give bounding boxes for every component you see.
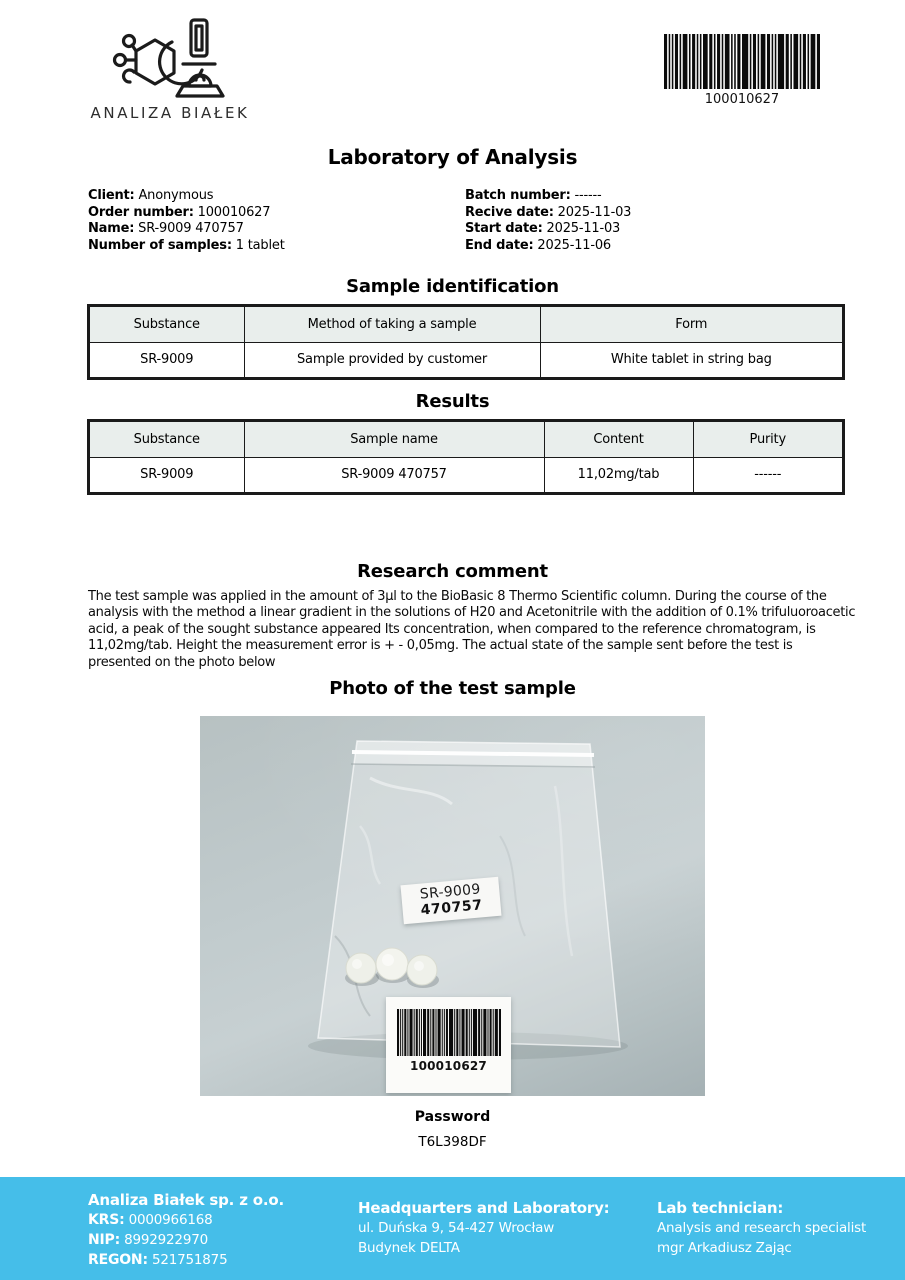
bag-label-code: 470757 bbox=[420, 897, 484, 919]
headquarters-title: Headquarters and Laboratory: bbox=[358, 1199, 610, 1217]
info-value: 1 tablet bbox=[235, 237, 285, 253]
results-heading: Results bbox=[415, 391, 490, 412]
table-cell: 11,02mg/tab bbox=[544, 457, 693, 493]
column-header: Sample name bbox=[244, 421, 544, 457]
results-table bbox=[88, 420, 844, 494]
company-nip-label: NIP: bbox=[88, 1232, 120, 1248]
logo-text: ANALIZA BIAŁEK bbox=[90, 104, 250, 122]
info-row bbox=[465, 221, 631, 238]
research-comment-heading: Research comment bbox=[357, 561, 548, 582]
table-cell: ------ bbox=[693, 457, 843, 493]
footer-technician-block bbox=[657, 1190, 897, 1280]
company-krs bbox=[88, 1210, 358, 1230]
order-info-left bbox=[88, 188, 465, 254]
sample-identification-heading: Sample identification bbox=[346, 276, 559, 297]
column-header: Content bbox=[544, 421, 693, 457]
page-title: Laboratory of Analysis bbox=[327, 145, 578, 169]
column-header: Form bbox=[540, 306, 843, 342]
company-nip bbox=[88, 1230, 358, 1250]
info-label: Name: bbox=[88, 221, 135, 237]
info-value: Anonymous bbox=[138, 188, 214, 203]
logo bbox=[85, 16, 255, 122]
technician-title: Lab technician: bbox=[657, 1199, 784, 1217]
order-barcode-number: 100010627 bbox=[704, 92, 780, 107]
info-label: Client: bbox=[88, 188, 135, 203]
photo-barcode-label bbox=[386, 997, 511, 1093]
bag-label-substance: SR-9009 bbox=[419, 881, 482, 903]
column-header: Substance bbox=[89, 306, 244, 342]
column-header: Substance bbox=[89, 421, 244, 457]
barcode-icon bbox=[664, 34, 820, 89]
headquarters-address: ul. Duńska 9, 54-427 Wrocław bbox=[358, 1220, 555, 1236]
info-value: 2025-11-03 bbox=[546, 221, 621, 237]
headquarters-building: Budynek DELTA bbox=[358, 1240, 460, 1256]
photo-barcode-number: 100010627 bbox=[410, 1059, 487, 1073]
info-row bbox=[88, 205, 465, 222]
table-cell: SR-9009 bbox=[89, 457, 244, 493]
password-value: T6L398DF bbox=[418, 1134, 487, 1150]
technician-role: Analysis and research specialist bbox=[657, 1220, 867, 1236]
company-regon bbox=[88, 1250, 358, 1270]
technician-name: mgr Arkadiusz Zając bbox=[657, 1240, 792, 1256]
table-cell: White tablet in string bag bbox=[540, 342, 843, 378]
sample-photo bbox=[200, 716, 705, 1096]
company-regon-label: REGON: bbox=[88, 1252, 148, 1268]
column-header: Method of taking a sample bbox=[244, 306, 540, 342]
photo-heading: Photo of the test sample bbox=[329, 678, 576, 699]
company-regon-value: 521751875 bbox=[151, 1252, 228, 1268]
sample-identification-table bbox=[88, 305, 844, 379]
info-row bbox=[465, 238, 631, 255]
order-info-right bbox=[465, 188, 631, 254]
company-krs-value: 0000966168 bbox=[128, 1212, 213, 1228]
info-row bbox=[465, 188, 631, 205]
info-value: 2025-11-03 bbox=[557, 204, 632, 220]
table-row bbox=[89, 342, 843, 378]
info-row bbox=[88, 221, 465, 238]
password-label: Password bbox=[414, 1109, 491, 1125]
table-row bbox=[89, 457, 843, 493]
info-label: Recive date: bbox=[465, 204, 554, 220]
company-nip-value: 8992922970 bbox=[124, 1232, 208, 1248]
order-info bbox=[88, 188, 848, 254]
table-cell: SR-9009 bbox=[89, 342, 244, 378]
info-value: ------ bbox=[574, 188, 602, 203]
barcode-icon bbox=[397, 1009, 501, 1056]
company-krs-label: KRS: bbox=[88, 1212, 125, 1228]
molecule-microscope-logo-icon bbox=[111, 16, 229, 100]
footer-company-block bbox=[88, 1190, 358, 1280]
column-header: Purity bbox=[693, 421, 843, 457]
info-label: Start date: bbox=[465, 221, 543, 237]
table-cell: Sample provided by customer bbox=[244, 342, 540, 378]
info-value: 100010627 bbox=[197, 204, 271, 220]
footer bbox=[0, 1177, 905, 1280]
info-value: 2025-11-06 bbox=[537, 237, 611, 253]
research-comment-text: The test sample was applied in the amount of 3µl to the BioBasic 8 Thermo Scientific column. During the course of the analysis with the method a linear gradient in the solutions of H20 and Acetonitrile with the addition of 0.1% trifuluoroacetic acid, a peak of the sought substance appeared Its concentration, when compared to the reference chromatogram, is 11,02mg/tab. Height the measurement error is + - 0,05mg. The actual state of the sample sent before the test is presented on the photo below bbox=[88, 589, 856, 670]
info-label: Order number: bbox=[88, 204, 194, 220]
info-value: SR-9009 470757 bbox=[138, 221, 244, 237]
table-cell: SR-9009 470757 bbox=[244, 457, 544, 493]
info-row bbox=[88, 238, 465, 255]
order-barcode bbox=[664, 34, 820, 107]
footer-headquarters-block bbox=[358, 1190, 657, 1280]
company-name: Analiza Białek sp. z o.o. bbox=[88, 1191, 284, 1209]
info-row bbox=[465, 205, 631, 222]
info-label: Number of samples: bbox=[88, 237, 232, 253]
info-label: Batch number: bbox=[465, 188, 571, 203]
info-label: End date: bbox=[465, 237, 534, 253]
info-row bbox=[88, 188, 465, 205]
